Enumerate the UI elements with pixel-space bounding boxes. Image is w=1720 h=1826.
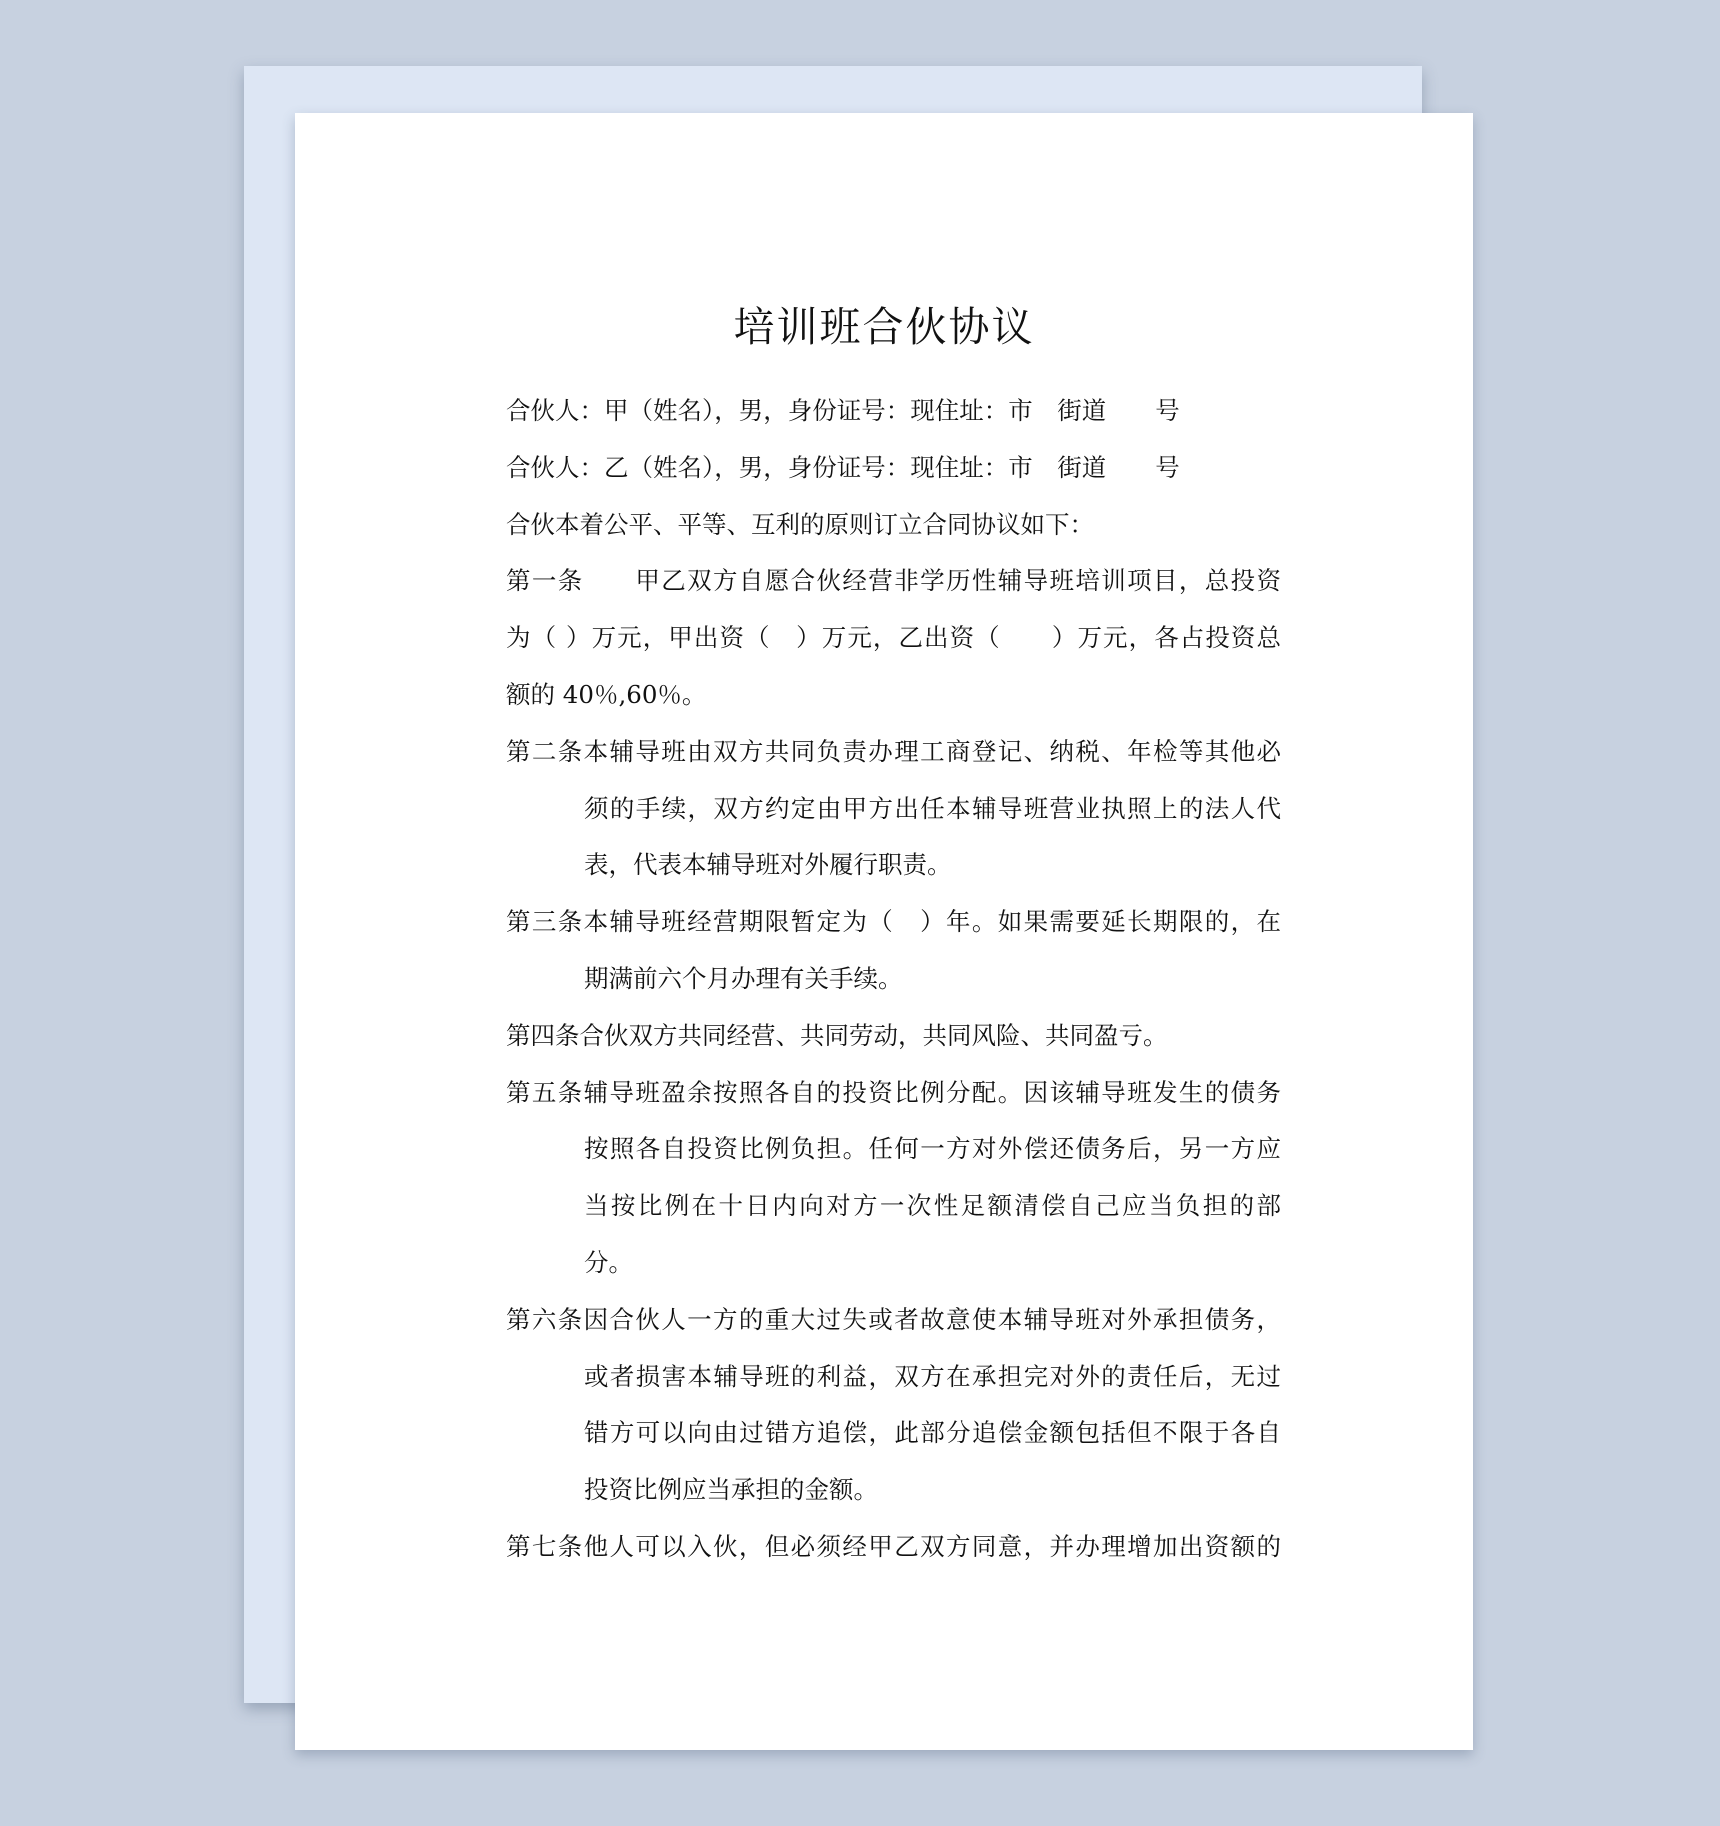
article-3-line-1: 第三条本辅导班经营期限暂定为（ ）年。如果需要延长期限的，在 [506,907,1281,937]
partner-a-line: 合伙人：甲（姓名），男，身份证号：现住址：市 街道 号 [506,396,1180,425]
article-6-line-1: 第六条因合伙人一方的重大过失或者故意使本辅导班对外承担债务， [506,1304,1281,1334]
document-body [506,383,1281,1576]
document-title: 培训班合伙协议 [733,303,1035,351]
article-5-line-4: 分。 [584,1247,633,1277]
article-6-line-4: 投资比例应当承担的金额。 [584,1475,878,1505]
article-1-line-1: 第一条 甲乙双方自愿合伙经营非学历性辅导班培训项目，总投资 [506,566,1281,596]
partner-b-line: 合伙人：乙（姓名），男，身份证号：现住址：市 街道 号 [506,452,1180,482]
article-1-line-2: 为（ ）万元，甲出资（ ）万元，乙出资（ ）万元，各占投资总 [506,623,1281,653]
article-2-line-3: 表，代表本辅导班对外履行职责。 [584,850,952,880]
document-page [295,113,1473,1750]
article-5-line-3: 当按比例在十日内向对方一次性足额清偿自己应当负担的部 [584,1191,1281,1221]
article-1-line-3: 额的 40％,60％。 [506,679,707,709]
article-3-line-2: 期满前六个月办理有关手续。 [584,963,903,993]
article-6-line-2: 或者损害本辅导班的利益，双方在承担完对外的责任后，无过 [584,1361,1281,1391]
article-5-line-2: 按照各自投资比例负担。任何一方对外偿还债务后，另一方应 [584,1134,1281,1164]
article-2-line-2: 须的手续，双方约定由甲方出任本辅导班营业执照上的法人代 [584,793,1281,823]
article-5-line-1: 第五条辅导班盈余按照各自的投资比例分配。因该辅导班发生的债务 [506,1077,1281,1107]
article-6-line-3: 错方可以向由过错方追偿，此部分追偿金额包括但不限于各自 [584,1418,1281,1448]
preamble-line: 合伙本着公平、平等、互利的原则订立合同协议如下： [506,509,1094,539]
article-7-line-1: 第七条他人可以入伙，但必须经甲乙双方同意，并办理增加出资额的 [506,1531,1281,1561]
article-4-line-1: 第四条合伙双方共同经营、共同劳动，共同风险、共同盈亏。 [506,1020,1168,1050]
article-2-line-1: 第二条本辅导班由双方共同负责办理工商登记、纳税、年检等其他必 [506,736,1281,766]
